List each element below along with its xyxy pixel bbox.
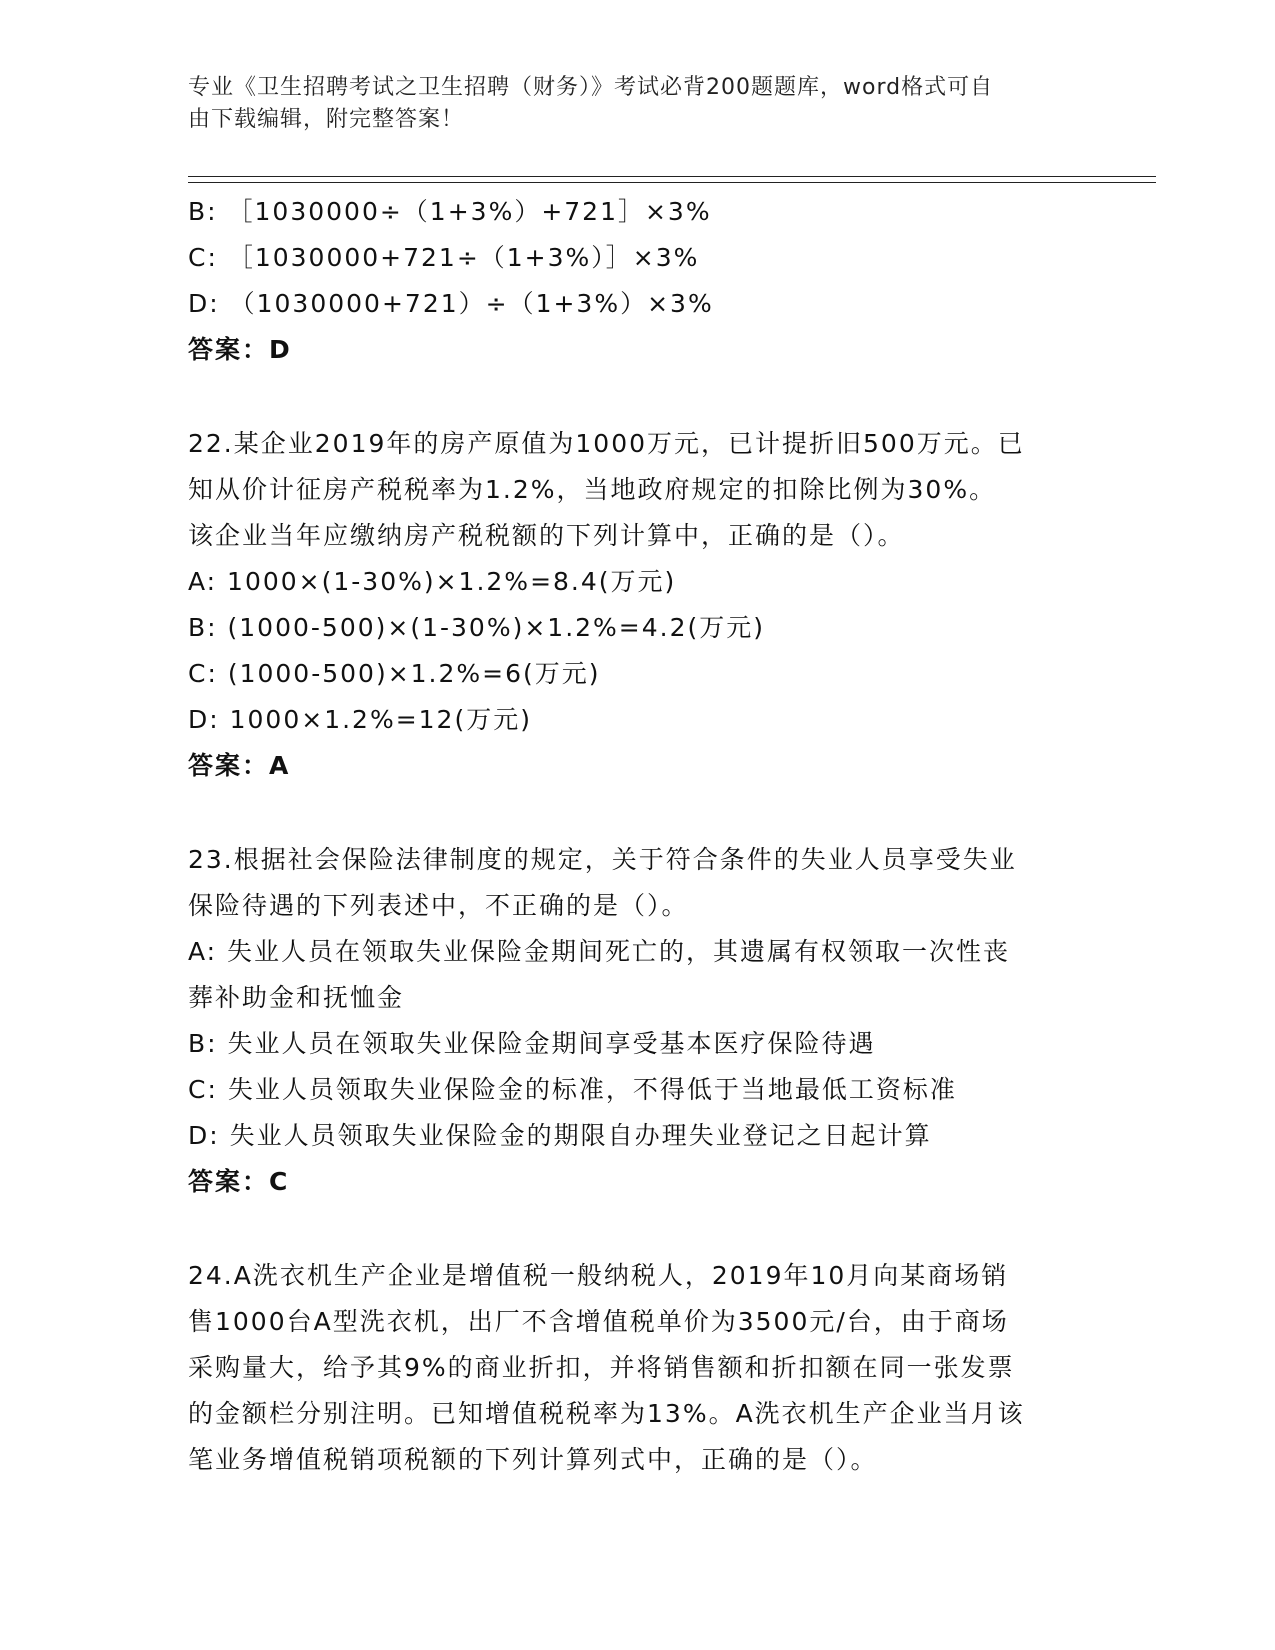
question-gap	[188, 373, 1088, 421]
q22-option-d: D: 1000×1.2%=12(万元)	[188, 705, 532, 734]
q24-stem-line-1: 24.A洗衣机生产企业是增值税一般纳税人，2019年10月向某商场销	[188, 1261, 1009, 1290]
q23-option-d: D: 失业人员领取失业保险金的期限自办理失业登记之日起计算	[188, 1121, 932, 1150]
q23-stem-line-2: 保险待遇的下列表述中，不正确的是（）。	[188, 891, 689, 920]
q23-option-b: B: 失业人员在领取失业保险金期间享受基本医疗保险待遇	[188, 1029, 876, 1058]
q22-stem-line-3: 该企业当年应缴纳房产税税额的下列计算中，正确的是（）。	[188, 521, 905, 550]
question-gap	[188, 1205, 1088, 1253]
q24-stem-line-4: 的金额栏分别注明。已知增值税税率为13%。A洗衣机生产企业当月该	[188, 1399, 1025, 1428]
q21-option-b: B: ［1030000÷（1+3%）+721］×3%	[188, 197, 712, 226]
q22-option-c: C: (1000-500)×1.2%=6(万元)	[188, 659, 601, 688]
q23-answer: 答案：C	[188, 1167, 290, 1196]
question-23	[188, 837, 1088, 1205]
q23-option-c: C: 失业人员领取失业保险金的标准，不得低于当地最低工资标准	[188, 1075, 957, 1104]
header-divider-top	[188, 176, 1156, 177]
q24-stem-line-5: 笔业务增值税销项税额的下列计算列式中，正确的是（）。	[188, 1445, 878, 1474]
q21-answer: 答案：D	[188, 335, 292, 364]
q22-answer: 答案：A	[188, 751, 291, 780]
q24-stem-line-3: 采购量大，给予其9%的商业折扣，并将销售额和折扣额在同一张发票	[188, 1353, 1015, 1382]
q23-option-a-line-1: A: 失业人员在领取失业保险金期间死亡的，其遗属有权领取一次性丧	[188, 937, 1011, 966]
question-gap	[188, 789, 1088, 837]
header-line-2: 由下载编辑，附完整答案！	[188, 107, 465, 132]
q22-stem-line-2: 知从价计征房产税税率为1.2%，当地政府规定的扣除比例为30%。	[188, 475, 997, 504]
q22-stem-line-1: 22.某企业2019年的房产原值为1000万元，已计提折旧500万元。已	[188, 429, 1025, 458]
question-22	[188, 421, 1088, 789]
q22-option-b: B: (1000-500)×(1-30%)×1.2%=4.2(万元)	[188, 613, 766, 642]
q23-stem-line-1: 23.根据社会保险法律制度的规定，关于符合条件的失业人员享受失业	[188, 845, 1017, 874]
q23-option-a-line-2: 葬补助金和抚恤金	[188, 983, 405, 1012]
header-line-1: 专业《卫生招聘考试之卫生招聘（财务）》考试必背200题题库，word格式可自	[188, 75, 994, 100]
question-24	[188, 1253, 1088, 1483]
q24-stem-line-2: 售1000台A型洗衣机，出厂不含增值税单价为3500元/台，由于商场	[188, 1307, 1009, 1336]
q21-option-c: C: ［1030000+721÷（1+3%）］×3%	[188, 243, 700, 272]
document-header	[188, 72, 1078, 136]
question-21-tail	[188, 189, 1088, 373]
q21-option-d: D: （1030000+721）÷（1+3%）×3%	[188, 289, 714, 318]
header-divider-bottom	[188, 182, 1156, 183]
q22-option-a: A: 1000×(1-30%)×1.2%=8.4(万元)	[188, 567, 677, 596]
document-body	[188, 189, 1088, 1483]
